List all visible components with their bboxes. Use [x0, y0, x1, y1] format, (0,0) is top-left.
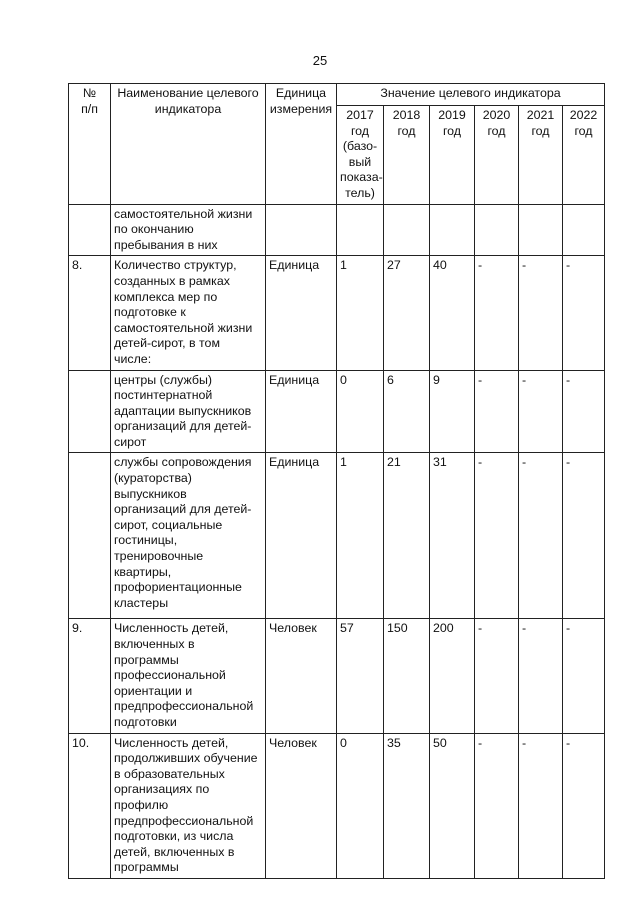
indicator-table-body	[69, 204, 605, 878]
header-year-2017: 2017 год (базо- вый показа- тель)	[337, 106, 384, 205]
row-number	[69, 453, 111, 619]
value-2017: 57	[337, 619, 384, 733]
value-2017: 1	[337, 453, 384, 619]
unit-of-measure: Человек	[266, 733, 337, 878]
value-2018: 35	[384, 733, 430, 878]
indicator-name: самостоятельной жизни по окончанию пребывания в них	[111, 204, 266, 256]
indicator-table	[68, 83, 605, 879]
value-2019: 200	[430, 619, 475, 733]
page-number: 25	[312, 53, 328, 68]
value-2021: -	[519, 619, 563, 733]
value-2017: 0	[337, 370, 384, 453]
value-2020: -	[475, 370, 519, 453]
value-2020: -	[475, 256, 519, 370]
value-2018: 150	[384, 619, 430, 733]
value-2019: 31	[430, 453, 475, 619]
table-row	[69, 370, 605, 453]
row-number	[69, 370, 111, 453]
table-row	[69, 204, 605, 256]
unit-of-measure	[266, 204, 337, 256]
header-values-group: Значение целевого индикатора	[337, 84, 605, 106]
indicator-name: службы сопровождения (кураторства) выпускников организаций для детей- сирот, социальные гостиницы, тренировочные квартиры, профориентационные кластеры	[111, 453, 266, 619]
value-2017: 1	[337, 256, 384, 370]
header-year-2020: 2020 год	[475, 106, 519, 205]
value-2021: -	[519, 453, 563, 619]
value-2021: -	[519, 733, 563, 878]
value-2020: -	[475, 619, 519, 733]
header-unit: Единица измерения	[266, 84, 337, 205]
header-row-top	[69, 84, 605, 106]
header-number: № п/п	[69, 84, 111, 205]
header-year-2019: 2019 год	[430, 106, 475, 205]
value-2021: -	[519, 256, 563, 370]
value-2020	[475, 204, 519, 256]
value-2021	[519, 204, 563, 256]
indicator-name: Численность детей, продолживших обучение в образовательных организациях по профилю предпрофессиональной подготовки, из числа детей, включенных в программы	[111, 733, 266, 878]
table-row	[69, 619, 605, 733]
table-row	[69, 256, 605, 370]
value-2017	[337, 204, 384, 256]
row-number: 9.	[69, 619, 111, 733]
unit-of-measure: Единица	[266, 256, 337, 370]
header-indicator-name: Наименование целевого индикатора	[111, 84, 266, 205]
row-number: 8.	[69, 256, 111, 370]
value-2019: 9	[430, 370, 475, 453]
header-year-2022: 2022 год	[563, 106, 605, 205]
value-2020: -	[475, 453, 519, 619]
unit-of-measure: Человек	[266, 619, 337, 733]
value-2022: -	[563, 370, 605, 453]
value-2019	[430, 204, 475, 256]
value-2018: 27	[384, 256, 430, 370]
value-2022: -	[563, 733, 605, 878]
header-year-2018: 2018 год	[384, 106, 430, 205]
row-number	[69, 204, 111, 256]
indicator-name: центры (службы) постинтернатной адаптации выпускников организаций для детей- сирот	[111, 370, 266, 453]
table-row	[69, 733, 605, 878]
value-2018: 21	[384, 453, 430, 619]
unit-of-measure: Единица	[266, 370, 337, 453]
value-2020: -	[475, 733, 519, 878]
value-2018: 6	[384, 370, 430, 453]
indicator-name: Численность детей, включенных в программы профессиональной ориентации и предпрофессиональной подготовки	[111, 619, 266, 733]
row-number: 10.	[69, 733, 111, 878]
value-2022: -	[563, 619, 605, 733]
table-row	[69, 453, 605, 619]
indicator-name: Количество структур, созданных в рамках комплекса мер по подготовке к самостоятельной жизни детей-сирот, в том числе:	[111, 256, 266, 370]
value-2017: 0	[337, 733, 384, 878]
value-2022: -	[563, 256, 605, 370]
value-2019: 50	[430, 733, 475, 878]
value-2018	[384, 204, 430, 256]
value-2022	[563, 204, 605, 256]
value-2022: -	[563, 453, 605, 619]
unit-of-measure: Единица	[266, 453, 337, 619]
header-year-2021: 2021 год	[519, 106, 563, 205]
value-2019: 40	[430, 256, 475, 370]
value-2021: -	[519, 370, 563, 453]
